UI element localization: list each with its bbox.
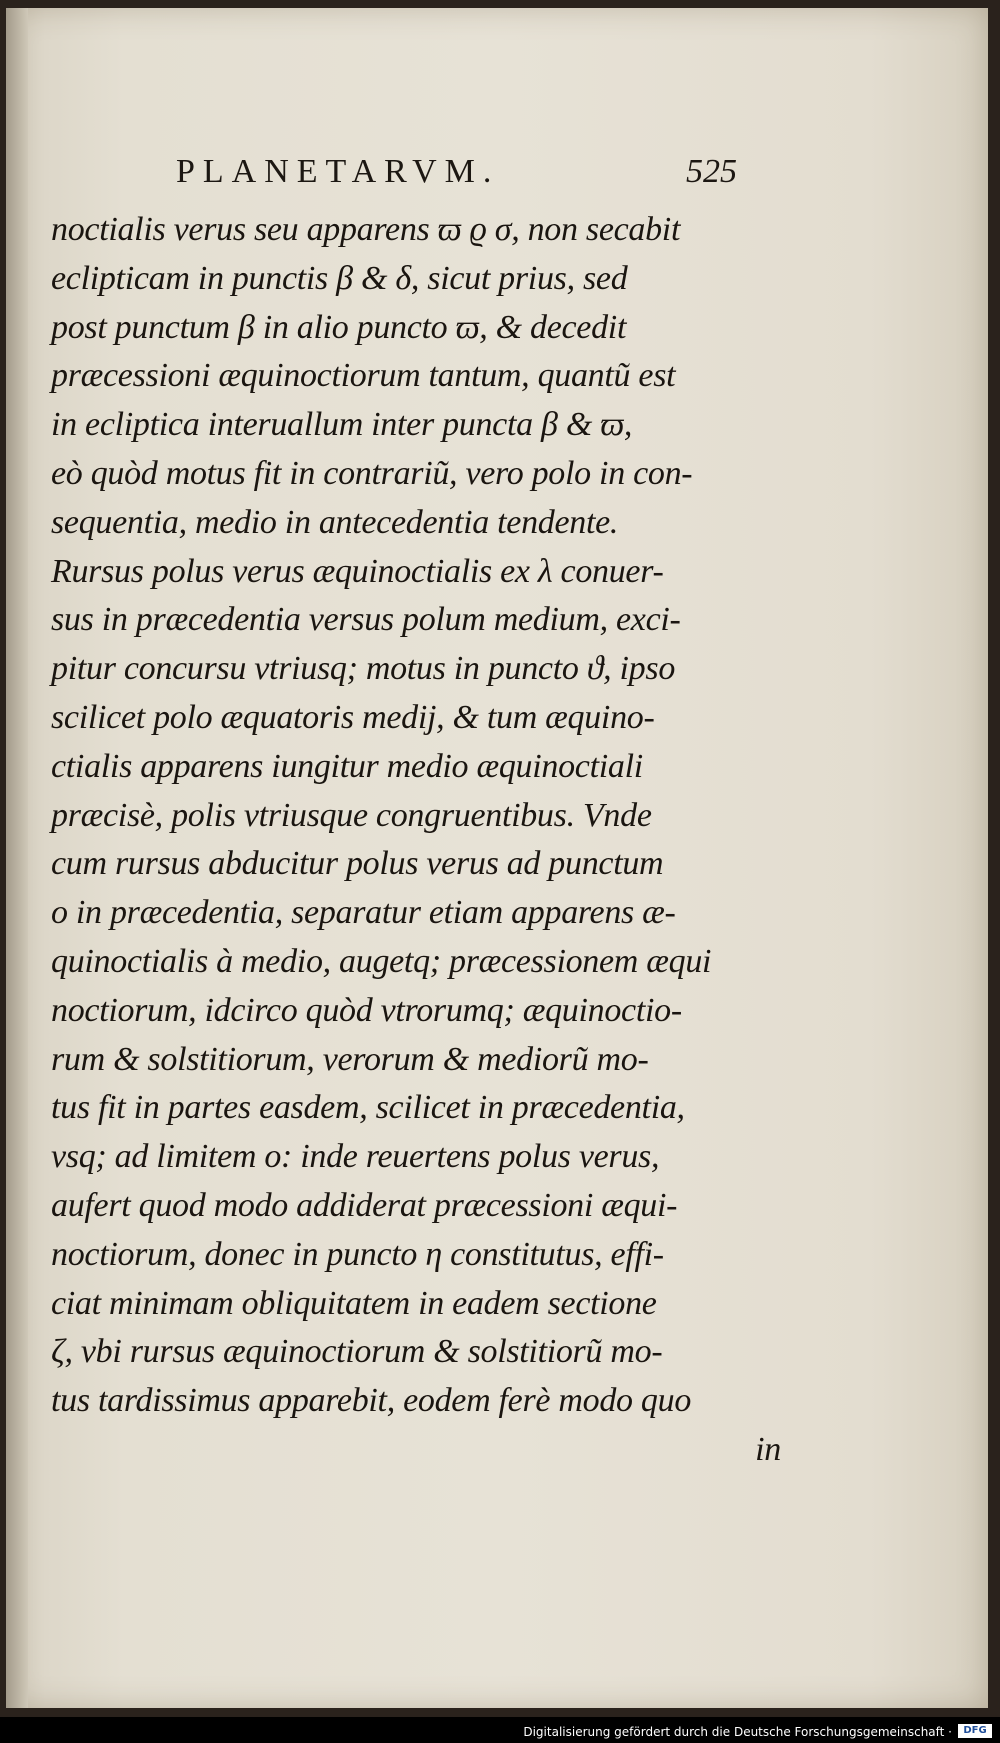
text-line: post punctum β in alio puncto ϖ, & decedit	[51, 308, 627, 346]
body-text	[51, 206, 791, 1475]
text-line: præcisè, polis vtriusque congruentibus. Vnde	[51, 796, 652, 834]
text-line: noctiorum, idcirco quòd vtrorumq; æquinoctio-	[51, 991, 682, 1029]
text-line: scilicet polo æquatoris medij, & tum æquino-	[51, 698, 655, 736]
page-header	[6, 153, 988, 193]
text-line: præcessioni æquinoctiorum tantum, quantũ est	[51, 357, 676, 395]
text-line: in ecliptica interuallum inter puncta β & ϖ,	[51, 406, 633, 444]
text-line: sus in præcedentia versus polum medium, exci-	[51, 601, 681, 639]
page-gutter	[6, 8, 28, 1708]
text-line: o in præcedentia, separatur etiam apparens æ-	[51, 894, 676, 932]
text-line: Rursus polus verus æquinoctialis ex λ conuer-	[51, 552, 664, 590]
dfg-logo-icon: DFG	[958, 1724, 992, 1738]
text-line: pitur concursu vtriusq; motus in puncto ϑ, ipso	[51, 650, 676, 688]
text-line: noctiorum, donec in puncto η constitutus, effi-	[51, 1235, 664, 1273]
running-head: PLANETARVM.	[176, 153, 500, 190]
page-number: 525	[686, 153, 737, 190]
text-line: ciat minimam obliquitatem in eadem sectione	[51, 1284, 657, 1322]
text-line: sequentia, medio in antecedentia tendente.	[51, 503, 619, 541]
text-line: eclipticam in punctis β & δ, sicut prius, sed	[51, 259, 628, 297]
text-line: quinoctialis à medio, augetq; præcessionem æqui	[51, 942, 712, 980]
text-line: ζ, vbi rursus æquinoctiorum & solstitiorũ mo-	[51, 1333, 663, 1371]
text-line: tus tardissimus apparebit, eodem ferè modo quo	[51, 1382, 692, 1420]
text-line: cum rursus abducitur polus verus ad punctum	[51, 845, 664, 883]
footer-bar	[0, 1717, 1000, 1743]
text-line: in	[755, 1430, 781, 1468]
text-line: tus fit in partes easdem, scilicet in præcedentia,	[51, 1089, 685, 1127]
text-line: vsq; ad limitem o: inde reuertens polus verus,	[51, 1138, 660, 1176]
text-line: eò quòd motus fit in contrariũ, vero polo in con-	[51, 454, 693, 492]
book-page	[6, 8, 988, 1708]
digitization-credit: Digitalisierung gefördert durch die Deutsche Forschungsgemeinschaft ·	[523, 1725, 952, 1739]
text-line: ctialis apparens iungitur medio æquinoctiali	[51, 747, 643, 785]
text-line: rum & solstitiorum, verorum & mediorũ mo-	[51, 1040, 649, 1078]
text-line: aufert quod modo addiderat præcessioni æqui-	[51, 1186, 678, 1224]
text-line: noctialis verus seu apparens ϖ ϱ σ, non secabit	[51, 211, 681, 248]
